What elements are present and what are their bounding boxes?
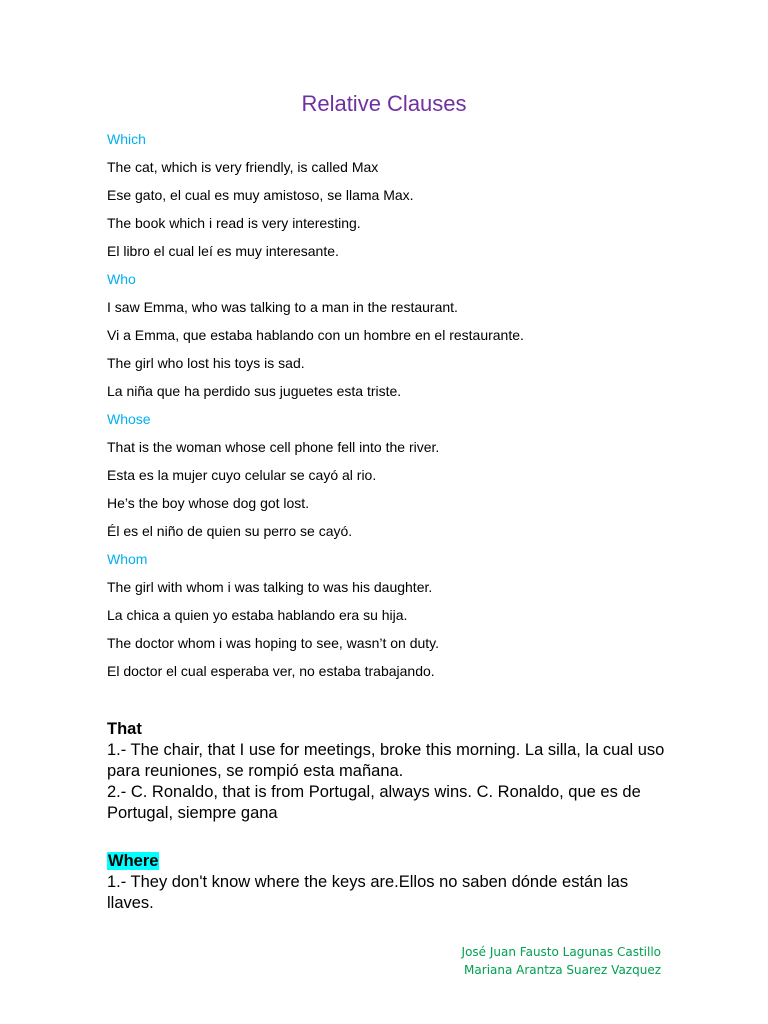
sentence: Ese gato, el cual es muy amistoso, se llama Max. xyxy=(107,187,414,203)
authors xyxy=(462,943,661,979)
section-whom xyxy=(107,545,667,685)
sentence: I saw Emma, who was talking to a man in the restaurant. xyxy=(107,299,458,315)
sentence: La chica a quien yo estaba hablando era su hija. xyxy=(107,607,408,623)
highlighted-text: Where xyxy=(108,852,159,870)
sentence: The cat, which is very friendly, is called Max xyxy=(107,159,379,175)
example-item: 1.- They don't know where the keys are.Ellos no saben dónde están las llaves. xyxy=(107,873,629,912)
sentence: La niña que ha perdido sus juguetes esta triste. xyxy=(107,383,402,399)
author-name: José Juan Fausto Lagunas Castillo xyxy=(461,945,661,959)
example-item: 2.- C. Ronaldo, that is from Portugal, always wins. C. Ronaldo, que es de Portugal, siempre gana xyxy=(107,783,641,822)
page-title: Relative Clauses xyxy=(301,91,467,116)
section-that xyxy=(107,719,667,824)
section-who xyxy=(107,265,667,405)
sentence: El libro el cual leí es muy interesante. xyxy=(107,243,339,259)
section-where xyxy=(107,851,667,914)
sentence: Vi a Emma, que estaba hablando con un hombre en el restaurante. xyxy=(107,327,524,343)
sentence: Esta es la mujer cuyo celular se cayó al rio. xyxy=(107,467,377,483)
section-heading: Whose xyxy=(107,411,151,427)
sentence: He’s the boy whose dog got lost. xyxy=(107,495,310,511)
sentence: El doctor el cual esperaba ver, no estaba trabajando. xyxy=(107,663,435,679)
section-heading: Whom xyxy=(107,551,148,567)
sentence: The book which i read is very interesting. xyxy=(107,215,361,231)
example-item: 1.- The chair, that I use for meetings, broke this morning. La silla, la cual uso para reuniones, se rompió esta mañana. xyxy=(107,741,665,780)
sentence: The doctor whom i was hoping to see, wasn’t on duty. xyxy=(107,635,440,651)
sentence: The girl with whom i was talking to was his daughter. xyxy=(107,579,433,595)
section-heading-highlighted xyxy=(107,851,667,872)
sentence: The girl who lost his toys is sad. xyxy=(107,355,305,371)
section-which xyxy=(107,125,667,265)
sentence: Él es el niño de quien su perro se cayó. xyxy=(107,523,353,539)
sentence: That is the woman whose cell phone fell into the river. xyxy=(107,439,440,455)
section-heading: Who xyxy=(107,271,136,287)
section-heading: That xyxy=(107,720,142,738)
author-name: Mariana Arantza Suarez Vazquez xyxy=(464,963,661,977)
section-heading: Which xyxy=(107,131,146,147)
section-whose xyxy=(107,405,667,545)
